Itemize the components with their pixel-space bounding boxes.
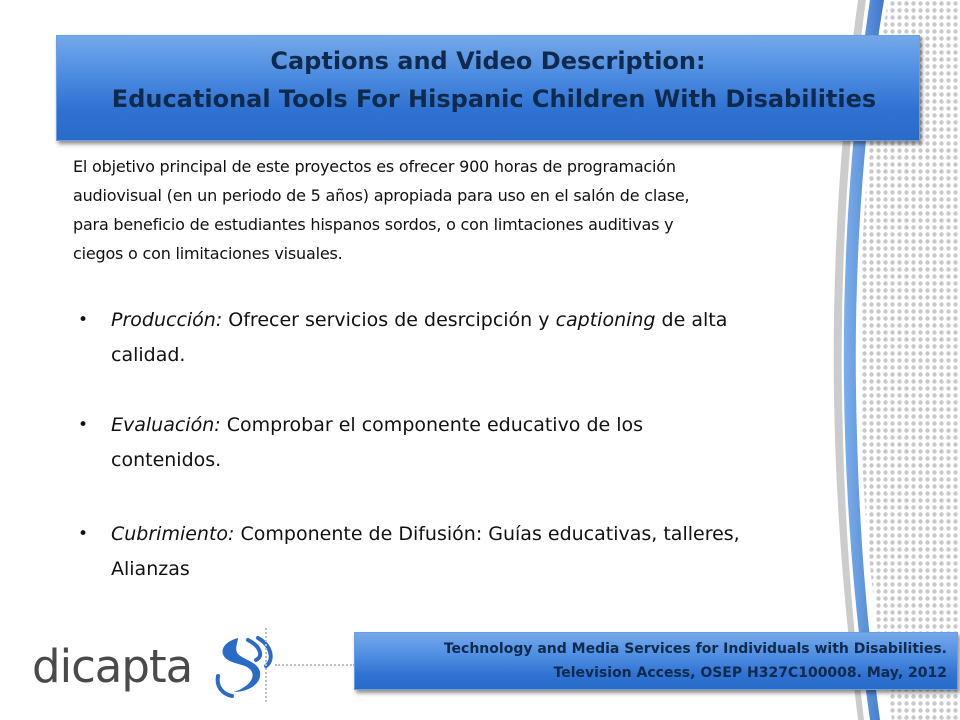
intro-paragraph <box>73 152 853 268</box>
bullet-label: Evaluación: <box>111 414 221 436</box>
footer-banner <box>354 632 958 690</box>
bullet-evaluacion <box>78 408 838 478</box>
intro-line: El objetivo principal de este proyectos es ofrecer 900 horas de programación <box>73 157 676 176</box>
bullet-line-1 <box>78 408 838 443</box>
bullet-text: Comprobar el componente educativo de los <box>220 414 644 436</box>
bullet-produccion <box>78 303 838 373</box>
bullet-marker: • <box>78 310 89 330</box>
bullet-label: Cubrimiento: <box>111 523 235 545</box>
dotted-connector <box>275 664 355 666</box>
bullet-line-2: calidad. <box>111 344 186 366</box>
title-line-1: Captions and Video Description: <box>270 47 706 75</box>
logo-text: dicapta <box>32 640 193 693</box>
logo-swoosh-icon <box>208 636 278 700</box>
bullet-cubrimiento <box>78 517 838 587</box>
bullet-label: Producción: <box>111 309 223 331</box>
bullet-marker: • <box>78 524 89 544</box>
intro-line: ciegos o con limitaciones visuales. <box>73 244 343 263</box>
bullet-italic-term: captioning <box>555 309 656 331</box>
footer-line-1: Technology and Media Services for Individuals with Disabilities. <box>443 641 947 657</box>
dicapta-logo <box>32 636 248 700</box>
intro-line: audiovisual (en un periodo de 5 años) apropiada para uso en el salón de clase, <box>73 186 690 205</box>
title-banner <box>56 35 920 141</box>
bullet-text: Componente de Difusión: Guías educativas, talleres, <box>234 523 740 545</box>
bullet-text-tail: de alta <box>655 309 728 331</box>
bullet-line-1 <box>78 517 838 552</box>
logo-divider <box>265 628 267 702</box>
bullet-text: Ofrecer servicios de desrcipción y <box>222 309 556 331</box>
bullet-line-2: contenidos. <box>111 449 222 471</box>
title-line-2: Educational Tools For Hispanic Children With Disabilities <box>111 85 877 113</box>
bullet-line-1 <box>78 303 838 338</box>
bullet-line-2: Alianzas <box>111 558 190 580</box>
intro-line: para beneficio de estudiantes hispanos sordos, o con limtaciones auditivas y <box>73 215 674 234</box>
footer-line-2: Television Access, OSEP H327C100008. May, 2012 <box>553 665 947 681</box>
bullet-marker: • <box>78 415 89 435</box>
